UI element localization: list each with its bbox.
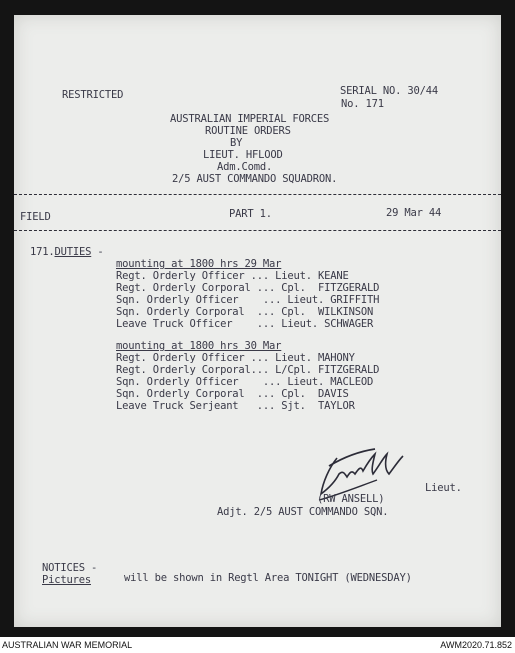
part-date: 29 Mar 44 xyxy=(386,207,442,219)
block1-title: mounting at 1800 hrs 29 Mar xyxy=(116,258,282,270)
block2-row: Regt. Orderly Officer ... Lieut. MAHONY xyxy=(116,352,355,364)
part-left: FIELD xyxy=(20,211,51,223)
footer-credit: AUSTRALIAN WAR MEMORIAL xyxy=(2,640,133,650)
second-divider xyxy=(14,230,501,231)
block2-row: Leave Truck Serjeant ... Sjt. TAYLOR xyxy=(116,400,355,412)
signatory-appointment: Adjt. 2/5 AUST COMMANDO SQN. xyxy=(217,506,389,518)
title-line-4: LIEUT. HFLOOD xyxy=(203,149,283,161)
notices-label: Pictures xyxy=(42,574,91,586)
signatory-name: (RW ANSELL) xyxy=(317,493,385,505)
block1-row: Sqn. Orderly Officer ... Lieut. GRIFFITH xyxy=(116,294,380,306)
title-line-6: 2/5 AUST COMMANDO SQUADRON. xyxy=(172,173,338,185)
notices-heading: NOTICES - xyxy=(42,562,98,574)
part-center: PART 1. xyxy=(229,208,272,220)
duties-dash: - xyxy=(91,246,104,258)
notices-text: will be shown in Regtl Area TONIGHT (WEDNESDAY) xyxy=(124,572,412,584)
title-line-1: AUSTRALIAN IMPERIAL FORCES xyxy=(170,113,330,125)
block1-row: Sqn. Orderly Corporal ... Cpl. WILKINSON xyxy=(116,306,374,318)
duties-heading xyxy=(30,246,103,258)
block2-row: Regt. Orderly Corporal... L/Cpl. FITZGERALD xyxy=(116,364,380,376)
duties-label: DUTIES xyxy=(54,246,92,258)
block2-title: mounting at 1800 hrs 30 Mar xyxy=(116,340,282,352)
duties-number: 171. xyxy=(30,246,55,258)
block1-row: Regt. Orderly Officer ... Lieut. KEANE xyxy=(116,270,349,282)
block2-row: Sqn. Orderly Officer ... Lieut. MACLEOD xyxy=(116,376,374,388)
serial-number: SERIAL NO. 30/44 xyxy=(340,85,438,97)
block1-row: Regt. Orderly Corporal ... Cpl. FITZGERALD xyxy=(116,282,380,294)
title-line-3: BY xyxy=(230,137,243,149)
order-number: No. 171 xyxy=(341,98,384,110)
top-divider xyxy=(14,194,501,195)
restricted-label: RESTRICTED xyxy=(62,89,124,101)
block1-row: Leave Truck Officer ... Lieut. SCHWAGER xyxy=(116,318,374,330)
signatory-rank: Lieut. xyxy=(425,482,462,494)
title-line-2: ROUTINE ORDERS xyxy=(205,125,291,137)
footer-catalogue-id: AWM2020.71.852 xyxy=(440,640,512,650)
block2-row: Sqn. Orderly Corporal ... Cpl. DAVIS xyxy=(116,388,349,400)
title-line-5: Adm.Comd. xyxy=(217,161,273,173)
